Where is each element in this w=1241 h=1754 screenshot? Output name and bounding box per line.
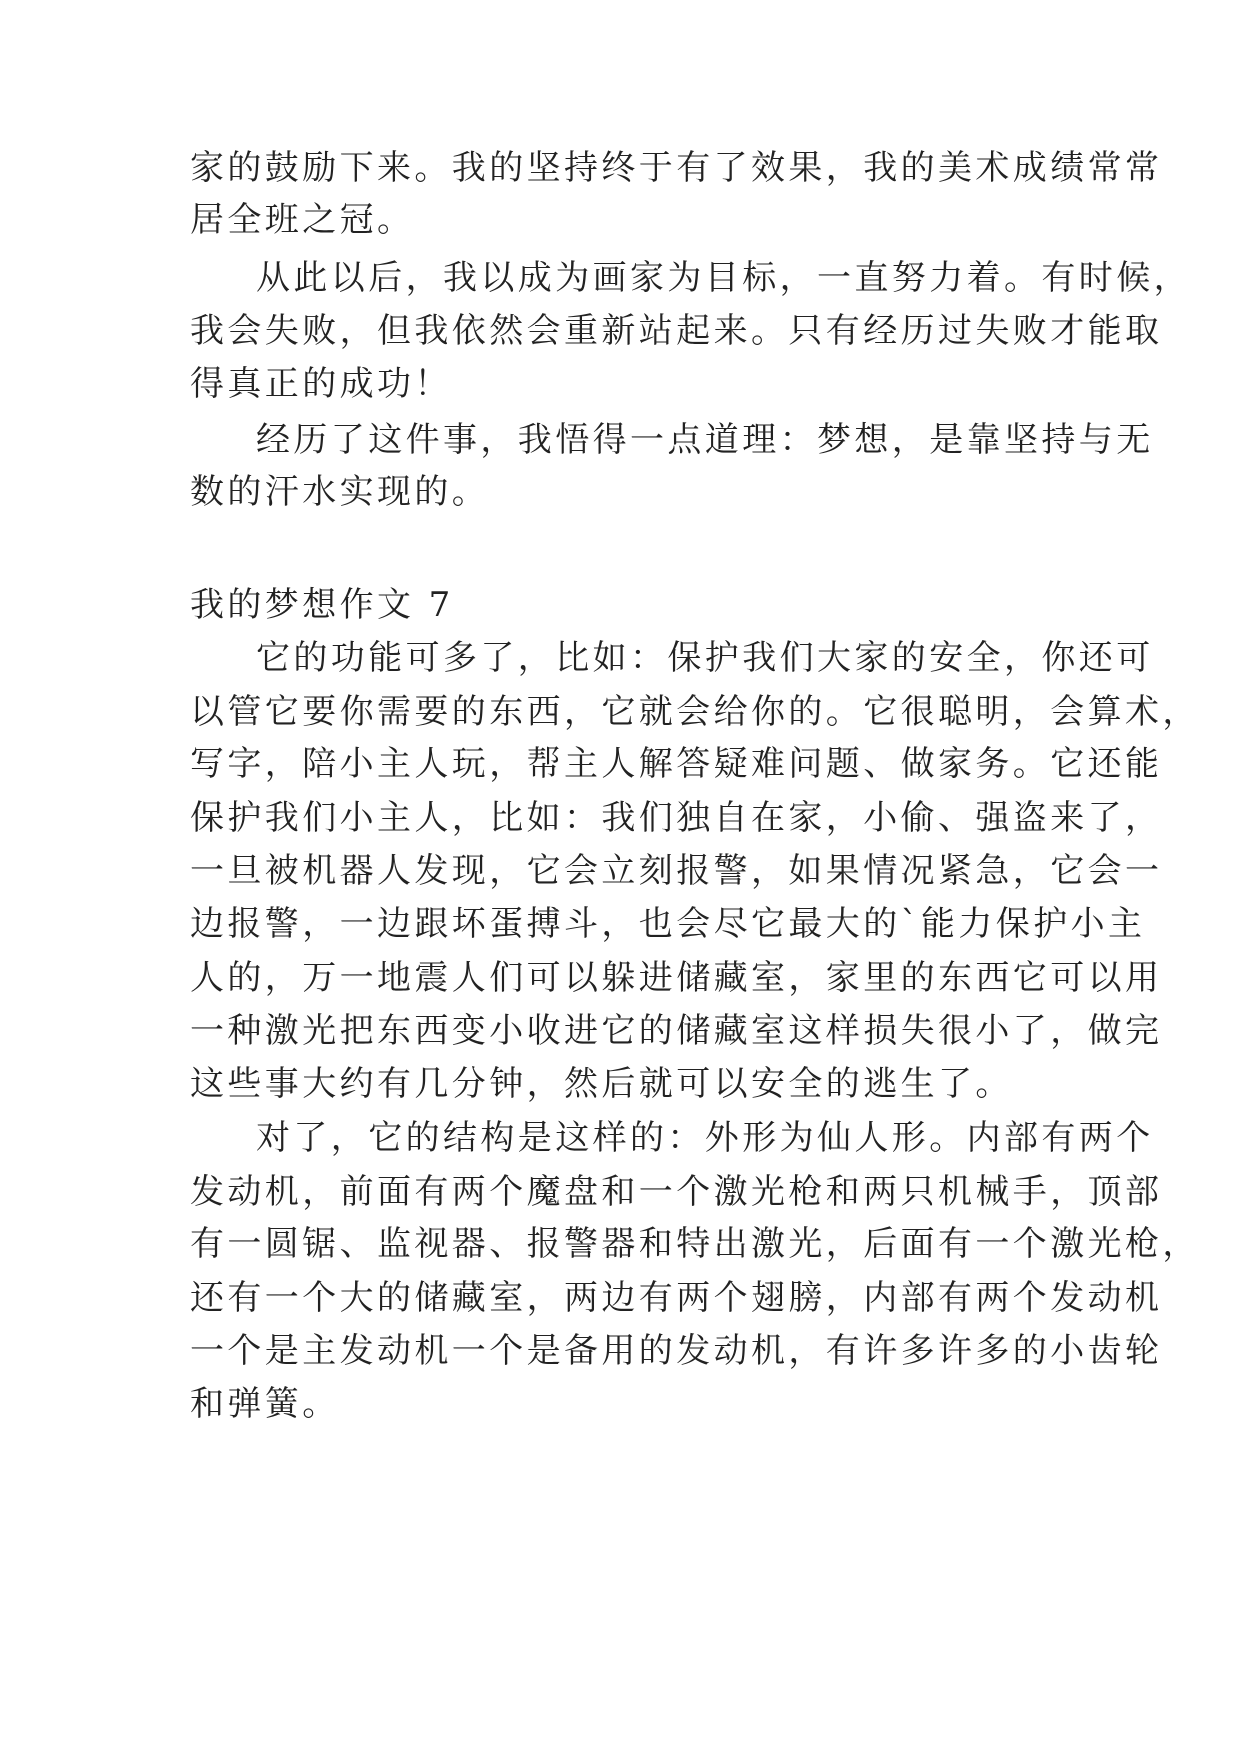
text-line: 发动机，前面有两个魔盘和一个激光枪和两只机械手，顶部	[190, 1172, 1163, 1212]
text-line: 得真正的成功！	[190, 364, 452, 404]
text-line: 写字，陪小主人玩，帮主人解答疑难问题、做家务。它还能	[190, 744, 1163, 784]
text-line: 家的鼓励下来。我的坚持终于有了效果，我的美术成绩常常	[190, 148, 1163, 188]
text-line: 它的功能可多了，比如：保护我们大家的安全，你还可	[256, 638, 1154, 678]
text-line: 一旦被机器人发现，它会立刻报警，如果情况紧急，它会一	[190, 851, 1163, 891]
text-line: 还有一个大的储藏室，两边有两个翅膀，内部有两个发动机	[190, 1278, 1163, 1318]
text-line: 居全班之冠。	[190, 200, 415, 240]
text-line: 数的汗水实现的。	[190, 472, 490, 512]
text-line: 和弹簧。	[190, 1384, 340, 1424]
text-line: 保护我们小主人，比如：我们独自在家，小偷、强盗来了，	[190, 798, 1163, 838]
text-line: 从此以后，我以成为画家为目标，一直努力着。有时候，	[256, 258, 1191, 298]
text-line: 对了，它的结构是这样的：外形为仙人形。内部有两个	[256, 1118, 1154, 1158]
text-line: 一个是主发动机一个是备用的发动机，有许多许多的小齿轮	[190, 1331, 1163, 1371]
text-line: 人的，万一地震人们可以躲进储藏室，家里的东西它可以用	[190, 958, 1163, 998]
text-line: 一种激光把东西变小收进它的储藏室这样损失很小了，做完	[190, 1011, 1163, 1051]
text-line: 这些事大约有几分钟，然后就可以安全的逃生了。	[190, 1064, 1013, 1104]
section-heading: 我的梦想作文 7	[190, 585, 454, 625]
text-line: 边报警，一边跟坏蛋搏斗，也会尽它最大的`能力保护小主	[190, 904, 1146, 944]
text-line: 我会失败，但我依然会重新站起来。只有经历过失败才能取	[190, 311, 1163, 351]
text-line: 以管它要你需要的东西，它就会给你的。它很聪明，会算术，	[190, 692, 1200, 732]
text-line: 有一圆锯、监视器、报警器和特出激光，后面有一个激光枪，	[190, 1224, 1200, 1264]
text-line: 经历了这件事，我悟得一点道理：梦想，是靠坚持与无	[256, 420, 1154, 460]
